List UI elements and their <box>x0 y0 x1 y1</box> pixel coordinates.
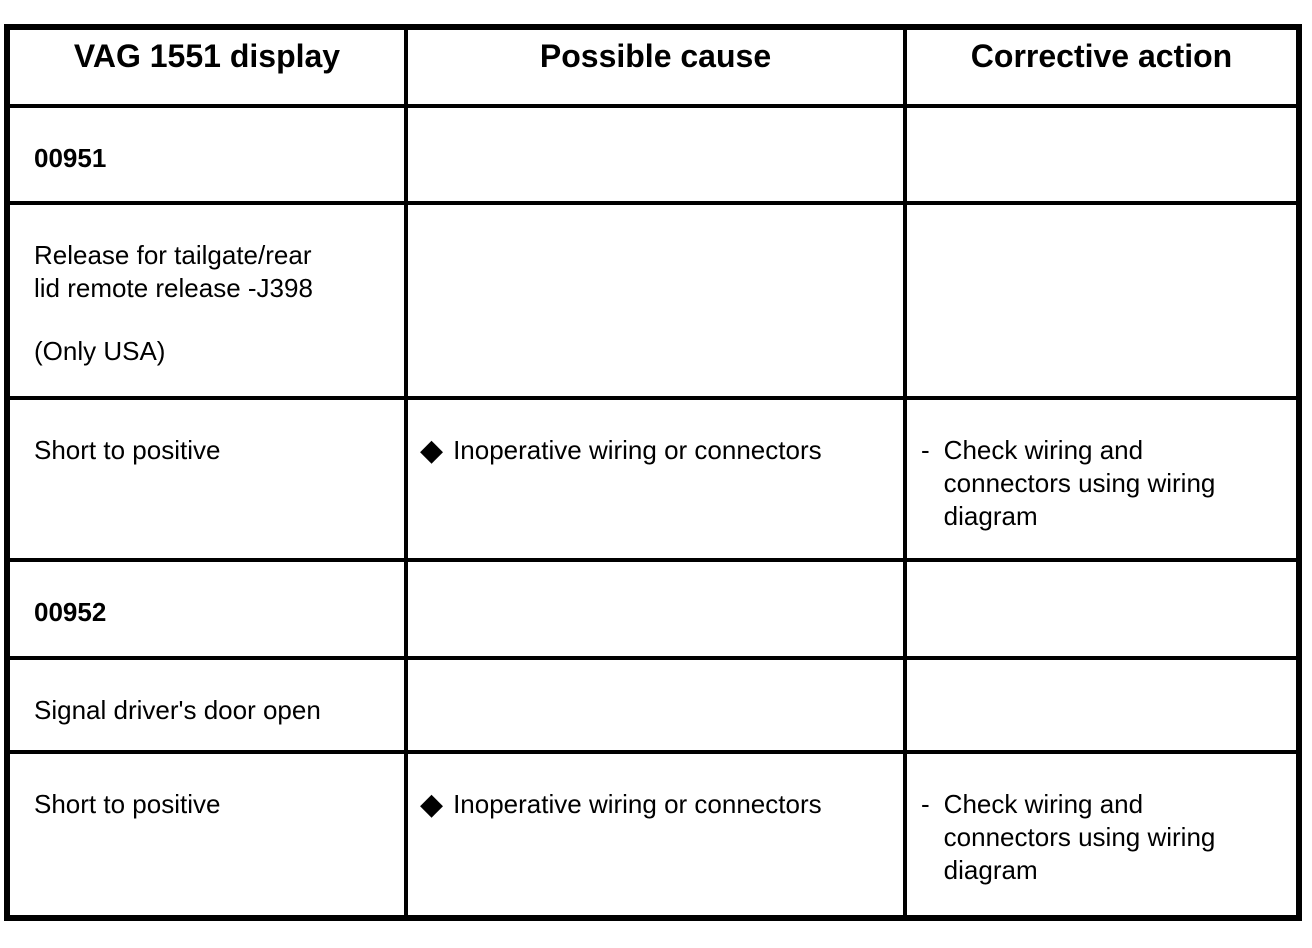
header-cell-possible-cause <box>406 27 905 106</box>
table-row-code-00952 <box>7 560 1299 658</box>
cell-display-code-00951 <box>7 106 406 203</box>
fault-description: Signal driver's door open <box>34 695 321 725</box>
fault-type: Short to positive <box>34 789 221 819</box>
cause-entry <box>420 434 889 467</box>
cell-action-empty <box>905 560 1299 658</box>
cell-display-fault <box>7 398 406 560</box>
cell-action <box>905 398 1299 560</box>
diamond-bullet-icon: ◆ <box>420 433 444 468</box>
fault-code: 00951 <box>34 143 107 173</box>
fault-description: Release for tailgate/rear lid remote release -J398 <box>34 240 313 303</box>
table-row-description-j398 <box>7 203 1299 398</box>
cell-action-empty <box>905 203 1299 398</box>
header-label-vag-display: VAG 1551 display <box>73 38 341 74</box>
cause-text: Inoperative wiring or connectors <box>453 435 822 465</box>
header-cell-vag-display <box>7 27 406 106</box>
fault-description-note: (Only USA) <box>34 336 166 366</box>
cell-cause <box>406 752 905 918</box>
table-row-description-drivers-door <box>7 658 1299 752</box>
cell-display-description <box>7 203 406 398</box>
cell-action-empty <box>905 658 1299 752</box>
fault-code-table <box>4 24 1302 921</box>
cell-display-code-00952 <box>7 560 406 658</box>
action-entry <box>921 788 1282 887</box>
cell-action-empty <box>905 106 1299 203</box>
fault-type: Short to positive <box>34 435 221 465</box>
fault-code: 00952 <box>34 597 107 627</box>
cell-cause <box>406 398 905 560</box>
action-dash: - <box>921 435 930 465</box>
header-row <box>7 27 1299 106</box>
cause-entry <box>420 788 889 821</box>
cell-action <box>905 752 1299 918</box>
table-row-fault-short-to-positive-1 <box>7 398 1299 560</box>
cell-cause-empty <box>406 106 905 203</box>
action-text: Check wiring and connectors using wiring diagram <box>943 789 1216 885</box>
action-text: Check wiring and connectors using wiring diagram <box>943 435 1216 531</box>
cell-cause-empty <box>406 658 905 752</box>
table-row-fault-short-to-positive-2 <box>7 752 1299 918</box>
header-label-corrective-action: Corrective action <box>970 38 1233 74</box>
action-entry <box>921 434 1282 533</box>
cell-cause-empty <box>406 560 905 658</box>
table-row-code-00951 <box>7 106 1299 203</box>
diamond-bullet-icon: ◆ <box>420 787 444 822</box>
header-cell-corrective-action <box>905 27 1299 106</box>
cell-display-fault <box>7 752 406 918</box>
cause-text: Inoperative wiring or connectors <box>453 789 822 819</box>
cell-display-description <box>7 658 406 752</box>
cell-cause-empty <box>406 203 905 398</box>
header-label-possible-cause: Possible cause <box>539 38 772 74</box>
action-dash: - <box>921 789 930 819</box>
